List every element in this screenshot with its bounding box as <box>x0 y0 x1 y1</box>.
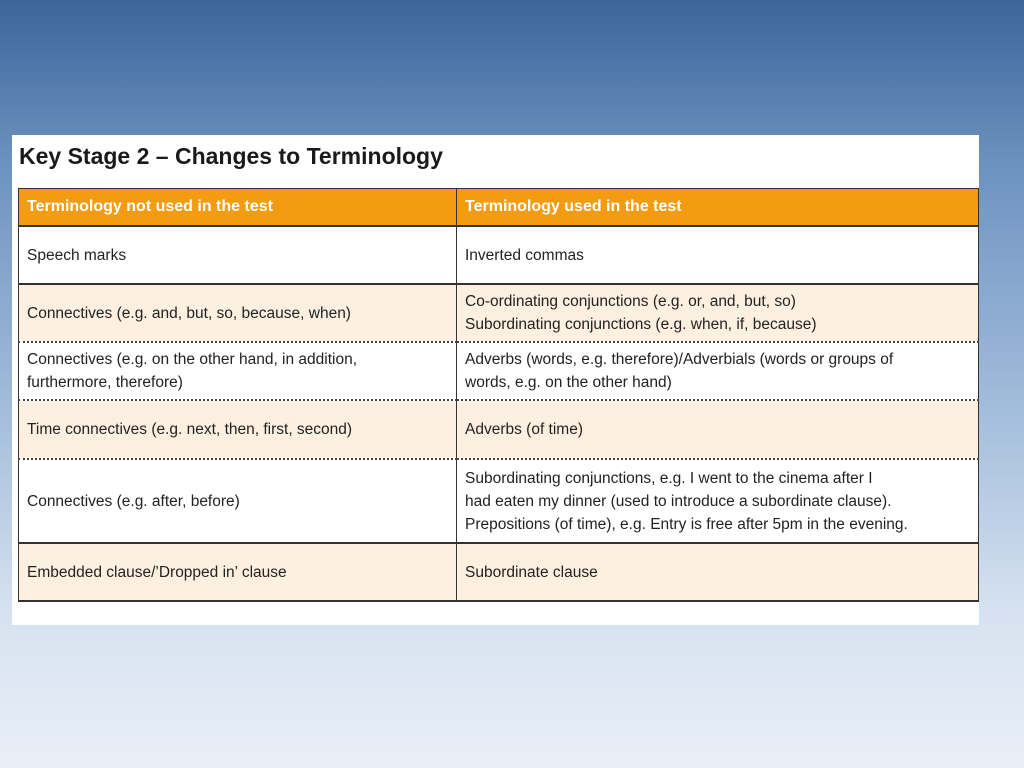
table-header-row <box>19 189 979 227</box>
header-used: Terminology used in the test <box>457 189 979 227</box>
cell-text: Embedded clause/’Dropped in’ clause <box>27 563 287 581</box>
cell-text: Subordinating conjunctions (e.g. when, if, because) <box>465 316 817 333</box>
cell-not-used <box>19 543 457 601</box>
cell-text: Connectives (e.g. and, but, so, because, when) <box>27 304 351 322</box>
cell-text: Adverbs (of time) <box>465 421 584 438</box>
table-row <box>19 459 979 543</box>
cell-used <box>457 284 979 342</box>
cell-text: Subordinating conjunctions, e.g. I went to the cinema after I <box>465 469 873 487</box>
terminology-table <box>18 188 979 602</box>
terminology-card <box>12 135 979 625</box>
cell-text: Connectives (e.g. on the other hand, in addition, <box>27 351 358 368</box>
cell-text: Speech marks <box>27 246 127 264</box>
cell-not-used <box>19 459 457 543</box>
cell-text: Time connectives (e.g. next, then, first, second) <box>27 421 353 438</box>
cell-used <box>457 459 979 543</box>
cell-text: furthermore, therefore) <box>27 374 183 391</box>
table-row <box>19 226 979 284</box>
cell-not-used <box>19 342 457 400</box>
header-not-used: Terminology not used in the test <box>19 189 457 227</box>
table-row <box>19 543 979 601</box>
cell-text: Connectives (e.g. after, before) <box>27 492 240 510</box>
cell-text: Inverted commas <box>465 246 584 264</box>
table-row <box>19 400 979 459</box>
table-row <box>19 342 979 400</box>
cell-used <box>457 543 979 601</box>
cell-used <box>457 226 979 284</box>
cell-text: Prepositions (of time), e.g. Entry is free after 5pm in the evening. <box>465 515 908 533</box>
cell-text: Adverbs (words, e.g. therefore)/Adverbials (words or groups of <box>465 351 894 368</box>
cell-used <box>457 342 979 400</box>
cell-used <box>457 400 979 459</box>
cell-text: had eaten my dinner (used to introduce a subordinate clause). <box>465 492 892 510</box>
cell-text: Co-ordinating conjunctions (e.g. or, and, but, so) <box>465 293 796 310</box>
cell-not-used <box>19 226 457 284</box>
cell-text: Subordinate clause <box>465 563 598 581</box>
cell-not-used <box>19 284 457 342</box>
page-title: Key Stage 2 – Changes to Terminology <box>19 143 443 169</box>
table-row <box>19 284 979 342</box>
cell-text: words, e.g. on the other hand) <box>465 374 672 391</box>
cell-not-used <box>19 400 457 459</box>
